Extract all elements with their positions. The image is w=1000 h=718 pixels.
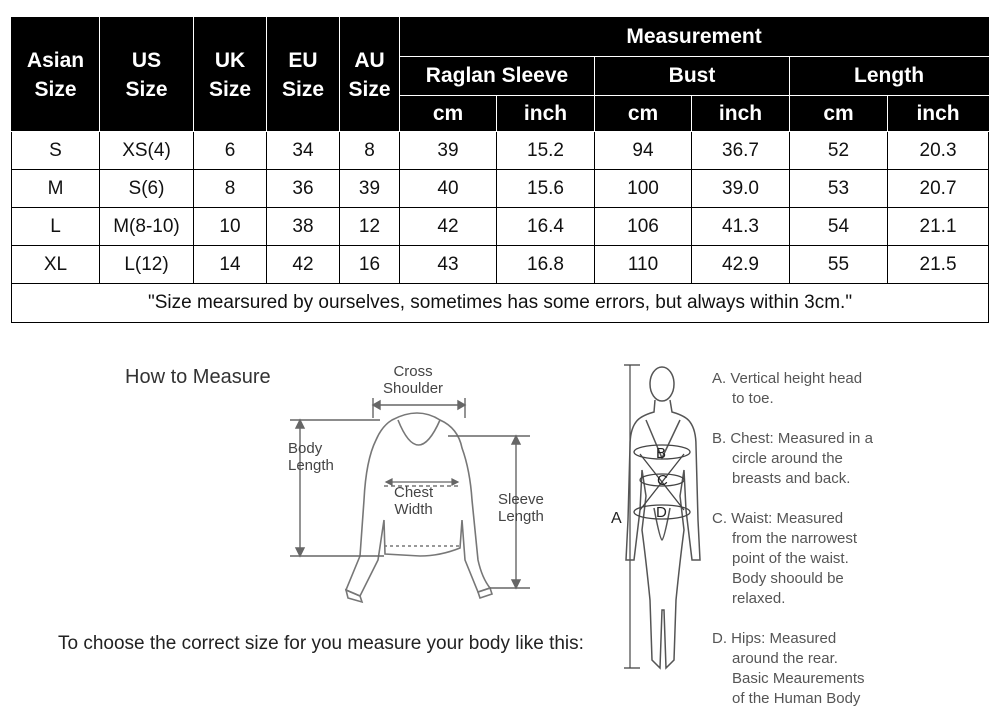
header-raglan-sleeve: Raglan Sleeve [400,57,595,96]
table-cell: 53 [790,170,888,208]
letter-d-label: D [656,504,667,521]
table-cell: 40 [400,170,497,208]
table-cell: 20.7 [888,170,989,208]
table-cell: 36.7 [692,132,790,170]
table-cell: 55 [790,246,888,284]
table-cell: 36 [267,170,340,208]
table-cell: M [12,170,100,208]
table-cell: 21.1 [888,208,989,246]
header-uk-size: UK Size [194,18,267,132]
letter-c-label: C [657,472,668,489]
header-asian-size: Asian Size [12,18,100,132]
cross-shoulder-label: Cross Shoulder [383,363,444,397]
table-cell: L(12) [100,246,194,284]
table-cell: 42 [400,208,497,246]
table-cell: 54 [790,208,888,246]
table-cell: 8 [340,132,400,170]
table-cell: 41.3 [692,208,790,246]
choose-size-instruction: To choose the correct size for you measure your body like this: [58,633,584,654]
table-cell: 15.2 [497,132,595,170]
table-cell: 15.6 [497,170,595,208]
note-hips: D. Hips: Measured around the rear. Basic Meaurements of the Human Body [712,630,865,707]
table-cell: 42 [267,246,340,284]
table-cell: XS(4) [100,132,194,170]
note-height: A. Vertical height head to toe. [712,370,863,407]
table-cell: 38 [267,208,340,246]
note-waist: C. Waist: Measured from the narrowest point of the waist. Body shoould be relaxed. [712,510,858,607]
letter-b-label: B [656,445,667,462]
table-cell: 52 [790,132,888,170]
table-cell: 21.5 [888,246,989,284]
table-cell: 43 [400,246,497,284]
how-to-measure-title: How to Measure [125,366,271,388]
table-cell: L [12,208,100,246]
header-us-size: US Size [100,18,194,132]
table-cell: 39 [400,132,497,170]
table-cell: S(6) [100,170,194,208]
table-cell: 10 [194,208,267,246]
table-cell: 16.8 [497,246,595,284]
table-cell: 16.4 [497,208,595,246]
header-unit-cm: cm [595,96,692,132]
header-unit-cm: cm [790,96,888,132]
header-unit-inch: inch [497,96,595,132]
table-cell: 94 [595,132,692,170]
header-au-size: AU Size [340,18,400,132]
table-cell: 39.0 [692,170,790,208]
table-cell: 14 [194,246,267,284]
header-unit-cm: cm [400,96,497,132]
table-cell: 106 [595,208,692,246]
table-cell: 39 [340,170,400,208]
table-cell: 100 [595,170,692,208]
body-length-label: Body Length [288,440,334,474]
table-cell: 42.9 [692,246,790,284]
note-chest: B. Chest: Measured in a circle around the breasts and back. [712,430,873,487]
table-cell: 20.3 [888,132,989,170]
body-measure-notes [712,369,992,709]
header-measurement: Measurement [400,18,989,57]
table-cell: 16 [340,246,400,284]
header-length: Length [790,57,989,96]
table-cell: 6 [194,132,267,170]
header-bust: Bust [595,57,790,96]
table-cell: 110 [595,246,692,284]
table-cell: 8 [194,170,267,208]
table-cell: M(8-10) [100,208,194,246]
chest-width-label: Chest Width [394,484,434,518]
letter-a-label: A [611,510,622,527]
header-unit-inch: inch [692,96,790,132]
table-cell: 12 [340,208,400,246]
table-cell: XL [12,246,100,284]
header-eu-size: EU Size [267,18,340,132]
table-cell: 34 [267,132,340,170]
table-cell: S [12,132,100,170]
header-unit-inch: inch [888,96,989,132]
sleeve-length-label: Sleeve Length [498,491,544,525]
measurement-disclaimer: "Size mearsured by ourselves, sometimes has some errors, but always within 3cm." [12,284,989,323]
cross-shoulder-arrow-icon [373,398,465,418]
